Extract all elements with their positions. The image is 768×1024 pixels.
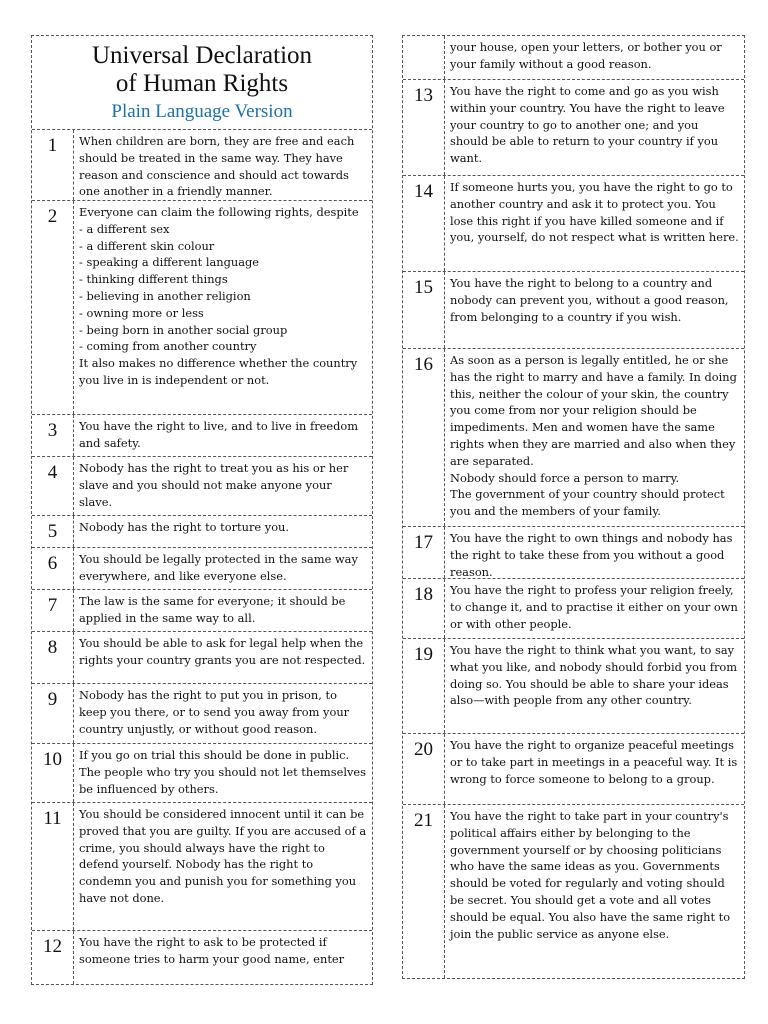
article-row	[32, 931, 372, 984]
article-number: 3	[32, 415, 74, 456]
article-number: 10	[32, 744, 74, 802]
article-text: You have the right to think what you want, to say what you like, and nobody should forbid you from doing so. You should be able to share your ideas also—with people from any other country.	[450, 643, 738, 708]
article-number: 6	[32, 548, 74, 589]
article-text: Nobody has the right to put you in prison, to keep you there, or to send you away from your country unjustly, or without good reason.	[79, 688, 350, 736]
article-row	[403, 734, 744, 805]
article-text: Nobody has the right to torture you.	[79, 520, 290, 534]
article-row	[32, 590, 372, 632]
article-number: 17	[403, 527, 445, 578]
article-row	[32, 548, 372, 590]
article-text: If someone hurts you, you have the right to go to another country and ask it to protect you. You lose this right if you have killed someone and if you, yourself, do not respect what is written here.	[450, 180, 739, 245]
article-row	[403, 349, 744, 527]
article-text: As soon as a person is legally entitled, he or she has the right to marry and have a family. In doing this, neither the colour of your skin, the country you come from nor your religion should be impediments. Men and women have the same rights when they are married and also when they are separated. Nobody should force a person to marry. The government of your country should protect you and the members of your family.	[450, 353, 737, 519]
article-number: 13	[403, 80, 445, 175]
article-text: You have the right to live, and to live in freedom and safety.	[79, 419, 359, 450]
article-number: 20	[403, 734, 445, 804]
title-line-2: of Human Rights	[115, 70, 289, 97]
article-row	[32, 201, 372, 415]
article-number: 5	[32, 516, 74, 547]
article-number: 21	[403, 805, 445, 978]
article-row	[403, 176, 744, 272]
document-header	[32, 36, 372, 130]
article-number	[403, 36, 445, 79]
article-number: 4	[32, 457, 74, 515]
article-text: your house, open your letters, or bother you or your family without a good reason.	[450, 40, 722, 71]
article-row	[403, 80, 744, 176]
article-text: You have the right to organize peaceful meetings or to take part in meetings in a peaceful way. It is wrong to force someone to belong to a group.	[450, 738, 738, 786]
right-column	[402, 35, 745, 979]
article-row	[32, 684, 372, 744]
article-row	[403, 36, 744, 80]
article-row	[403, 639, 744, 734]
article-number: 16	[403, 349, 445, 526]
article-row	[403, 527, 744, 579]
article-number: 7	[32, 590, 74, 631]
article-number: 11	[32, 803, 74, 930]
article-text: You have the right to profess your religion freely, to change it, and to practise it either on your own or with other people.	[450, 583, 738, 631]
article-text: You should be able to ask for legal help when the rights your country grants you are not respected.	[79, 636, 366, 667]
article-text: You have the right to come and go as you wish within your country. You have the right to leave your country to go to another one; and you should be able to return to your country if you want.	[450, 84, 725, 166]
article-number: 14	[403, 176, 445, 271]
article-row	[403, 805, 744, 978]
subtitle: Plain Language Version	[111, 101, 293, 122]
article-text: Nobody has the right to treat you as his or her slave and you should not make anyone your slave.	[79, 461, 349, 509]
article-text: You have the right to belong to a country and nobody can prevent you, without a good reason, from belonging to a country if you wish.	[450, 276, 729, 324]
article-text: You have the right to own things and nobody has the right to take these from you without a good reason.	[450, 531, 733, 579]
article-row	[32, 415, 372, 457]
article-number: 2	[32, 201, 74, 414]
article-row	[32, 516, 372, 548]
title-line-1: Universal Declaration	[91, 42, 313, 69]
article-text: If you go on trial this should be done in public. The people who try you should not let themselves be influenced by others.	[79, 748, 366, 796]
article-text: You have the right to take part in your country's political affairs either by belonging to the government yourself or by choosing politicians who have the same ideas as you. Governments should be voted for regularly and voting should be secret. You should get a vote and all votes should be equal. You also have the same right to join the public service as anyone else.	[450, 809, 731, 941]
article-text: You should be considered innocent until it can be proved that you are guilty. If you are accused of a crime, you should always have the right to defend yourself. Nobody has the right to condemn you and punish you for something you have not done.	[79, 807, 367, 905]
article-row	[32, 457, 372, 516]
article-row	[403, 579, 744, 639]
article-text: When children are born, they are free and each should be treated in the same way. They have reason and conscience and should act towards one another in a friendly manner.	[79, 134, 355, 199]
article-number: 19	[403, 639, 445, 733]
article-number: 1	[32, 130, 74, 200]
article-row	[32, 744, 372, 803]
article-text: Everyone can claim the following rights, despite - a different sex - a different skin colour - speaking a different language - thinking different things - believing in another religion - owning more or less - being born in another social group - coming from another country It also makes no difference whether the country you live in is independent or not.	[79, 205, 359, 387]
article-text: You should be legally protected in the same way everywhere, and like everyone else.	[79, 552, 358, 583]
article-number: 18	[403, 579, 445, 638]
left-column	[31, 35, 373, 985]
article-row	[32, 130, 372, 201]
article-number: 9	[32, 684, 74, 743]
article-number: 12	[32, 931, 74, 984]
article-text: The law is the same for everyone; it should be applied in the same way to all.	[79, 594, 346, 625]
article-text: You have the right to ask to be protected if someone tries to harm your good name, enter	[79, 935, 345, 966]
article-row	[403, 272, 744, 349]
article-number: 15	[403, 272, 445, 348]
article-row	[32, 632, 372, 684]
article-row	[32, 803, 372, 931]
article-number: 8	[32, 632, 74, 683]
